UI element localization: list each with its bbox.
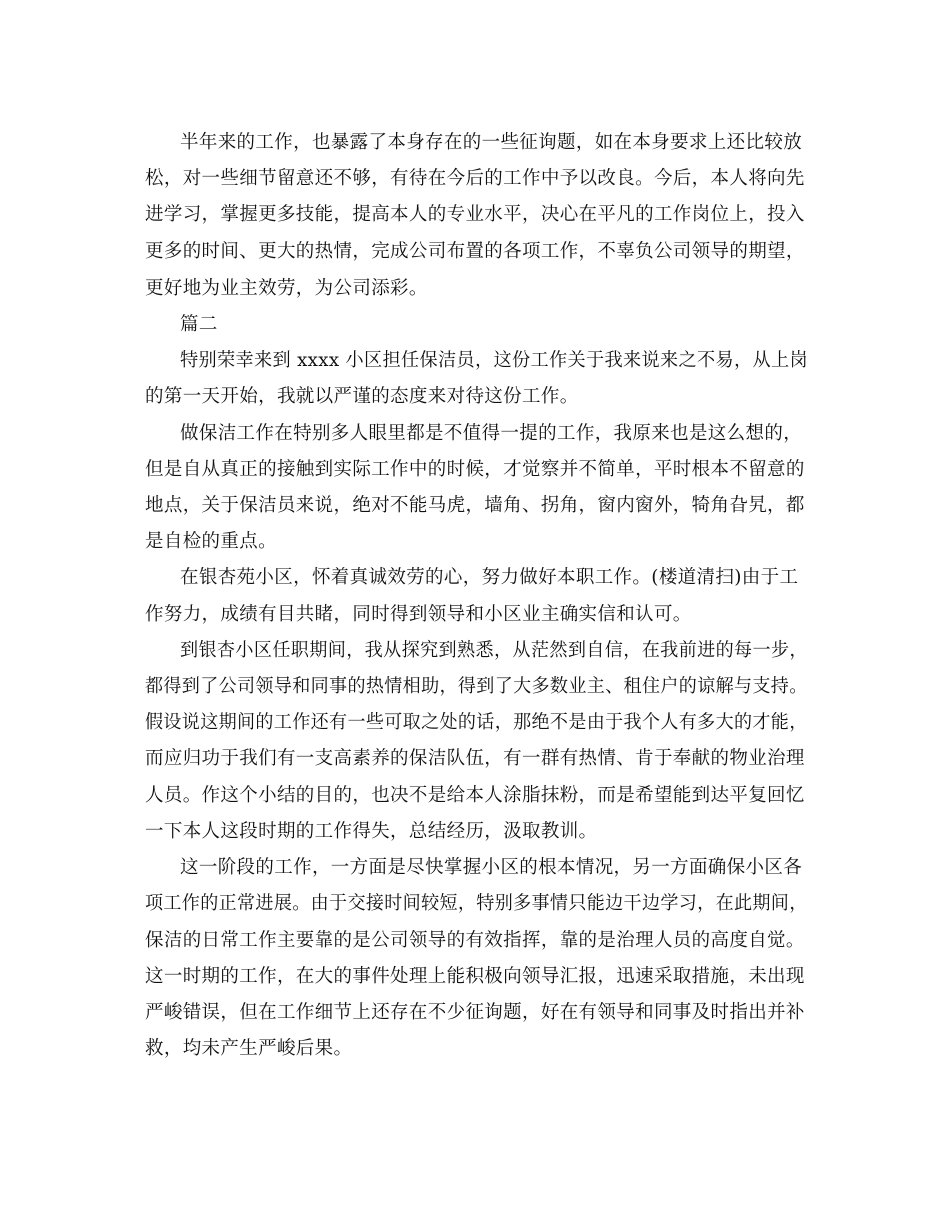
text-line: 到银杏小区任职期间，我从探究到熟悉，从茫然到自信，在我前进的每一步， (180, 640, 808, 661)
text-line: 更多的时间、更大的热情，完成公司布置的各项工作，不辜负公司领导的期望， (145, 241, 805, 262)
text-line: 特别荣幸来到 xxxx 小区担任保洁员，这份工作关于我来说来之不易，从上岗 (180, 350, 808, 371)
text-line: 这一阶段的工作，一方面是尽快掌握小区的根本情况，另一方面确保小区各 (180, 857, 803, 878)
text-line: 保洁的日常工作主要靠的是公司领导的有效指挥，靠的是治理人员的高度自觉。 (145, 930, 805, 951)
text-line: 作努力，成绩有目共睹，同时得到领导和小区业主确实信和认可。 (145, 604, 692, 625)
section-heading: 篇二 (180, 314, 218, 335)
text-line: 在银杏苑小区，怀着真诚效劳的心，努力做好本职工作。(楼道清扫)由于工 (180, 567, 799, 588)
text-line: 半年来的工作，也暴露了本身存在的一些征询题，如在本身要求上还比较放 (180, 132, 803, 153)
text-line: 而应归功于我们有一支高素养的保洁队伍，有一群有热情、肯于奉献的物业治理 (145, 748, 805, 769)
text-line: 更好地为业主效劳，为公司添彩。 (145, 278, 428, 299)
text-line: 严峻错误，但在工作细节上还存在不少征询题，好在有领导和同事及时指出并补 (145, 1002, 805, 1023)
text-line: 进学习，掌握更多技能，提高本人的专业水平，决心在平凡的工作岗位上，投入 (145, 204, 805, 225)
text-line: 项工作的正常进展。由于交接时间较短，特别多事情只能边干边学习，在此期间， (145, 893, 808, 914)
text-line: 做保洁工作在特别多人眼里都是不值得一提的工作，我原来也是这么想的， (180, 423, 803, 444)
text-line: 是自检的重点。 (145, 531, 277, 552)
text-line: 松，对一些细节留意还不够，有待在今后的工作中予以改良。今后，本人将向先 (145, 168, 805, 189)
text-line: 地点，关于保洁员来说，绝对不能马虎，墙角、拐角，窗内窗外，犄角旮旯，都 (145, 495, 805, 516)
text-line: 一下本人这段时期的工作得失，总结经历，汲取教训。 (145, 821, 598, 842)
text-line: 都得到了公司领导和同事的热情相助，得到了大多数业主、租住户的谅解与支持。 (145, 676, 808, 697)
text-line: 这一时期的工作，在大的事件处理上能积极向领导汇报，迅速采取措施，未出现 (145, 966, 805, 987)
text-line: 救，均未产生严峻后果。 (145, 1038, 353, 1059)
text-line: 假设说这期间的工作还有一些可取之处的话，那绝不是由于我个人有多大的才能， (145, 712, 808, 733)
text-line: 但是自从真正的接触到实际工作中的时候，才觉察并不简单，平时根本不留意的 (145, 459, 805, 480)
text-line: 人员。作这个小结的目的，也决不是给本人涂脂抹粉，而是希望能到达平复回忆 (145, 785, 805, 806)
text-line: 的第一天开始，我就以严谨的态度来对待这份工作。 (145, 386, 579, 407)
